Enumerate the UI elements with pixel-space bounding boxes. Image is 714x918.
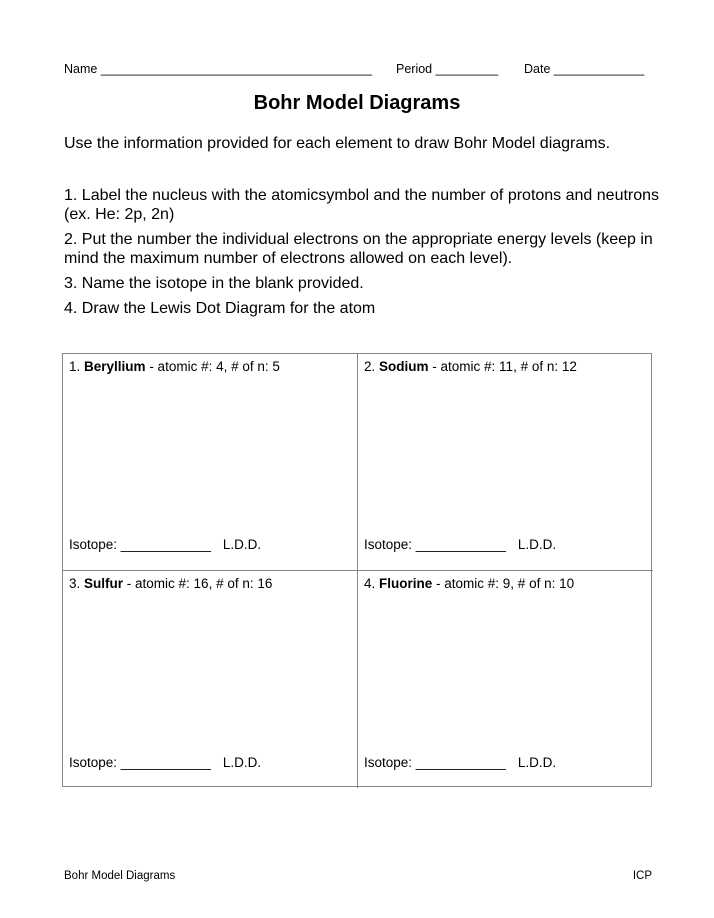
instruction-step: 1. Label the nucleus with the atomicsymbol and the number of protons and neutrons (ex. He: 2p, 2n) [64,187,660,223]
isotope-blank[interactable]: Isotope: ____________ [69,537,211,552]
instruction-step: 4. Draw the Lewis Dot Diagram for the atom [64,300,376,317]
element-table [62,353,652,787]
isotope-blank[interactable]: Isotope: ____________ [69,755,211,770]
element-cell-sulfur[interactable] [63,571,358,788]
element-heading: 3. Sulfur - atomic #: 16, # of n: 16 [69,576,273,591]
element-answer-line [69,537,261,552]
ldd-label: L.D.D. [222,537,262,552]
isotope-blank[interactable]: Isotope: ____________ [364,755,506,770]
element-heading: 2. Sodium - atomic #: 11, # of n: 12 [364,359,577,374]
header-line [64,62,654,78]
intro-text: Use the information provided for each element to draw Bohr Model diagrams. [64,135,611,152]
instruction-step: 3. Name the isotope in the blank provided. [64,275,364,292]
isotope-blank[interactable]: Isotope: ____________ [364,537,506,552]
period-field-label[interactable]: Period _________ [396,62,499,76]
ldd-label: L.D.D. [222,755,262,770]
ldd-label: L.D.D. [517,537,557,552]
instruction-step: 2. Put the number the individual electrons on the appropriate energy levels (keep in mind the maximum number of electrons allowed on each level). [64,231,653,267]
element-cell-beryllium[interactable] [63,354,358,571]
instruction-list [64,186,664,324]
name-field-label[interactable]: Name _______________________________________ [64,62,372,76]
ldd-label: L.D.D. [517,755,557,770]
element-heading: 4. Fluorine - atomic #: 9, # of n: 10 [364,576,575,591]
element-answer-line [364,537,556,552]
element-cell-fluorine[interactable] [358,571,653,788]
element-name: Fluorine [379,576,433,591]
element-answer-line [69,755,261,770]
page-title: Bohr Model Diagrams [253,92,461,114]
date-field-label[interactable]: Date _____________ [524,62,645,76]
element-answer-line [364,755,556,770]
footer-right: ICP [632,870,652,882]
footer-left: Bohr Model Diagrams [64,870,176,882]
element-name: Sodium [379,359,429,374]
element-name: Beryllium [84,359,146,374]
element-name: Sulfur [84,576,124,591]
element-cell-sodium[interactable] [358,354,653,571]
element-heading: 1. Beryllium - atomic #: 4, # of n: 5 [69,359,280,374]
